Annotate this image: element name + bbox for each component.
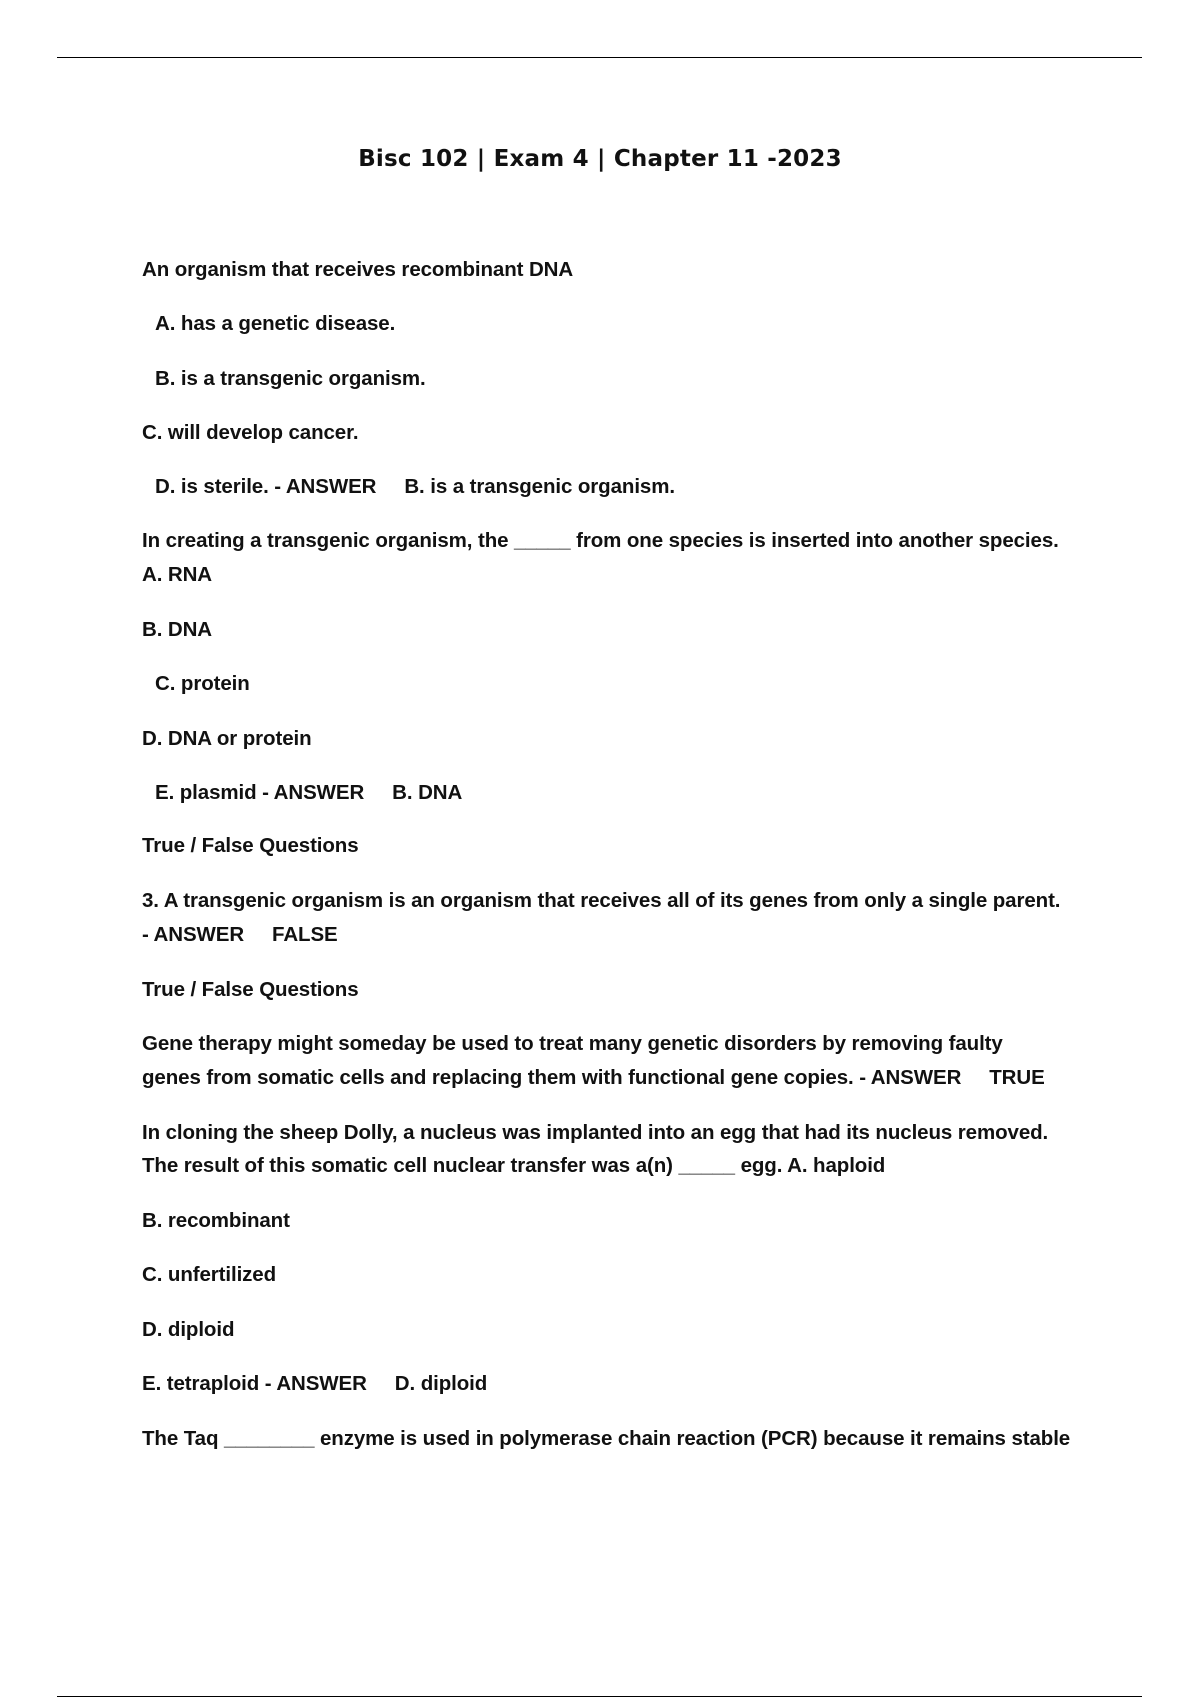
- question-2-stem: In creating a transgenic organism, the _____ from one species is inserted into another species.: [142, 529, 1059, 552]
- question-1-option-d-answer: D. is sterile. - ANSWER B. is a transgenic organism.: [155, 475, 675, 498]
- question-5-option-d: D. diploid: [142, 1318, 235, 1341]
- bottom-rule: [57, 1696, 1142, 1697]
- question-5-stem-option-a: The result of this somatic cell nuclear transfer was a(n) _____ egg. A. haploid: [142, 1154, 886, 1177]
- question-3-stem: 3. A transgenic organism is an organism that receives all of its genes from only a single parent.: [142, 889, 1061, 912]
- question-1-option-a: A. has a genetic disease.: [155, 312, 396, 335]
- question-6-stem: The Taq ________ enzyme is used in polymerase chain reaction (PCR) because it remains stable: [142, 1427, 1071, 1450]
- question-5-option-c: C. unfertilized: [142, 1263, 277, 1286]
- question-2-option-b: B. DNA: [142, 618, 213, 641]
- question-4-stem-answer: genes from somatic cells and replacing them with functional gene copies. - ANSWER TRUE: [142, 1066, 1045, 1089]
- question-1-stem: An organism that receives recombinant DNA: [142, 258, 574, 281]
- question-5-stem: In cloning the sheep Dolly, a nucleus was implanted into an egg that had its nucleus removed.: [142, 1121, 1049, 1144]
- top-rule: [57, 57, 1142, 58]
- question-5-option-e-answer: E. tetraploid - ANSWER D. diploid: [142, 1372, 488, 1395]
- question-2-option-e-answer: E. plasmid - ANSWER B. DNA: [155, 781, 463, 804]
- question-2-option-c: C. protein: [155, 672, 250, 695]
- question-1-option-b: B. is a transgenic organism.: [155, 367, 426, 390]
- question-4-stem: Gene therapy might someday be used to treat many genetic disorders by removing faulty: [142, 1032, 1003, 1055]
- section-heading-true-false: True / False Questions: [142, 978, 359, 1001]
- document-title: Bisc 102 | Exam 4 | Chapter 11 -2023: [358, 146, 842, 172]
- question-5-option-b: B. recombinant: [142, 1209, 290, 1232]
- question-1-option-c: C. will develop cancer.: [142, 421, 359, 444]
- question-2-option-a: A. RNA: [142, 563, 213, 586]
- section-heading-true-false: True / False Questions: [142, 834, 359, 857]
- question-2-option-d: D. DNA or protein: [142, 727, 312, 750]
- question-3-answer: - ANSWER FALSE: [142, 923, 338, 946]
